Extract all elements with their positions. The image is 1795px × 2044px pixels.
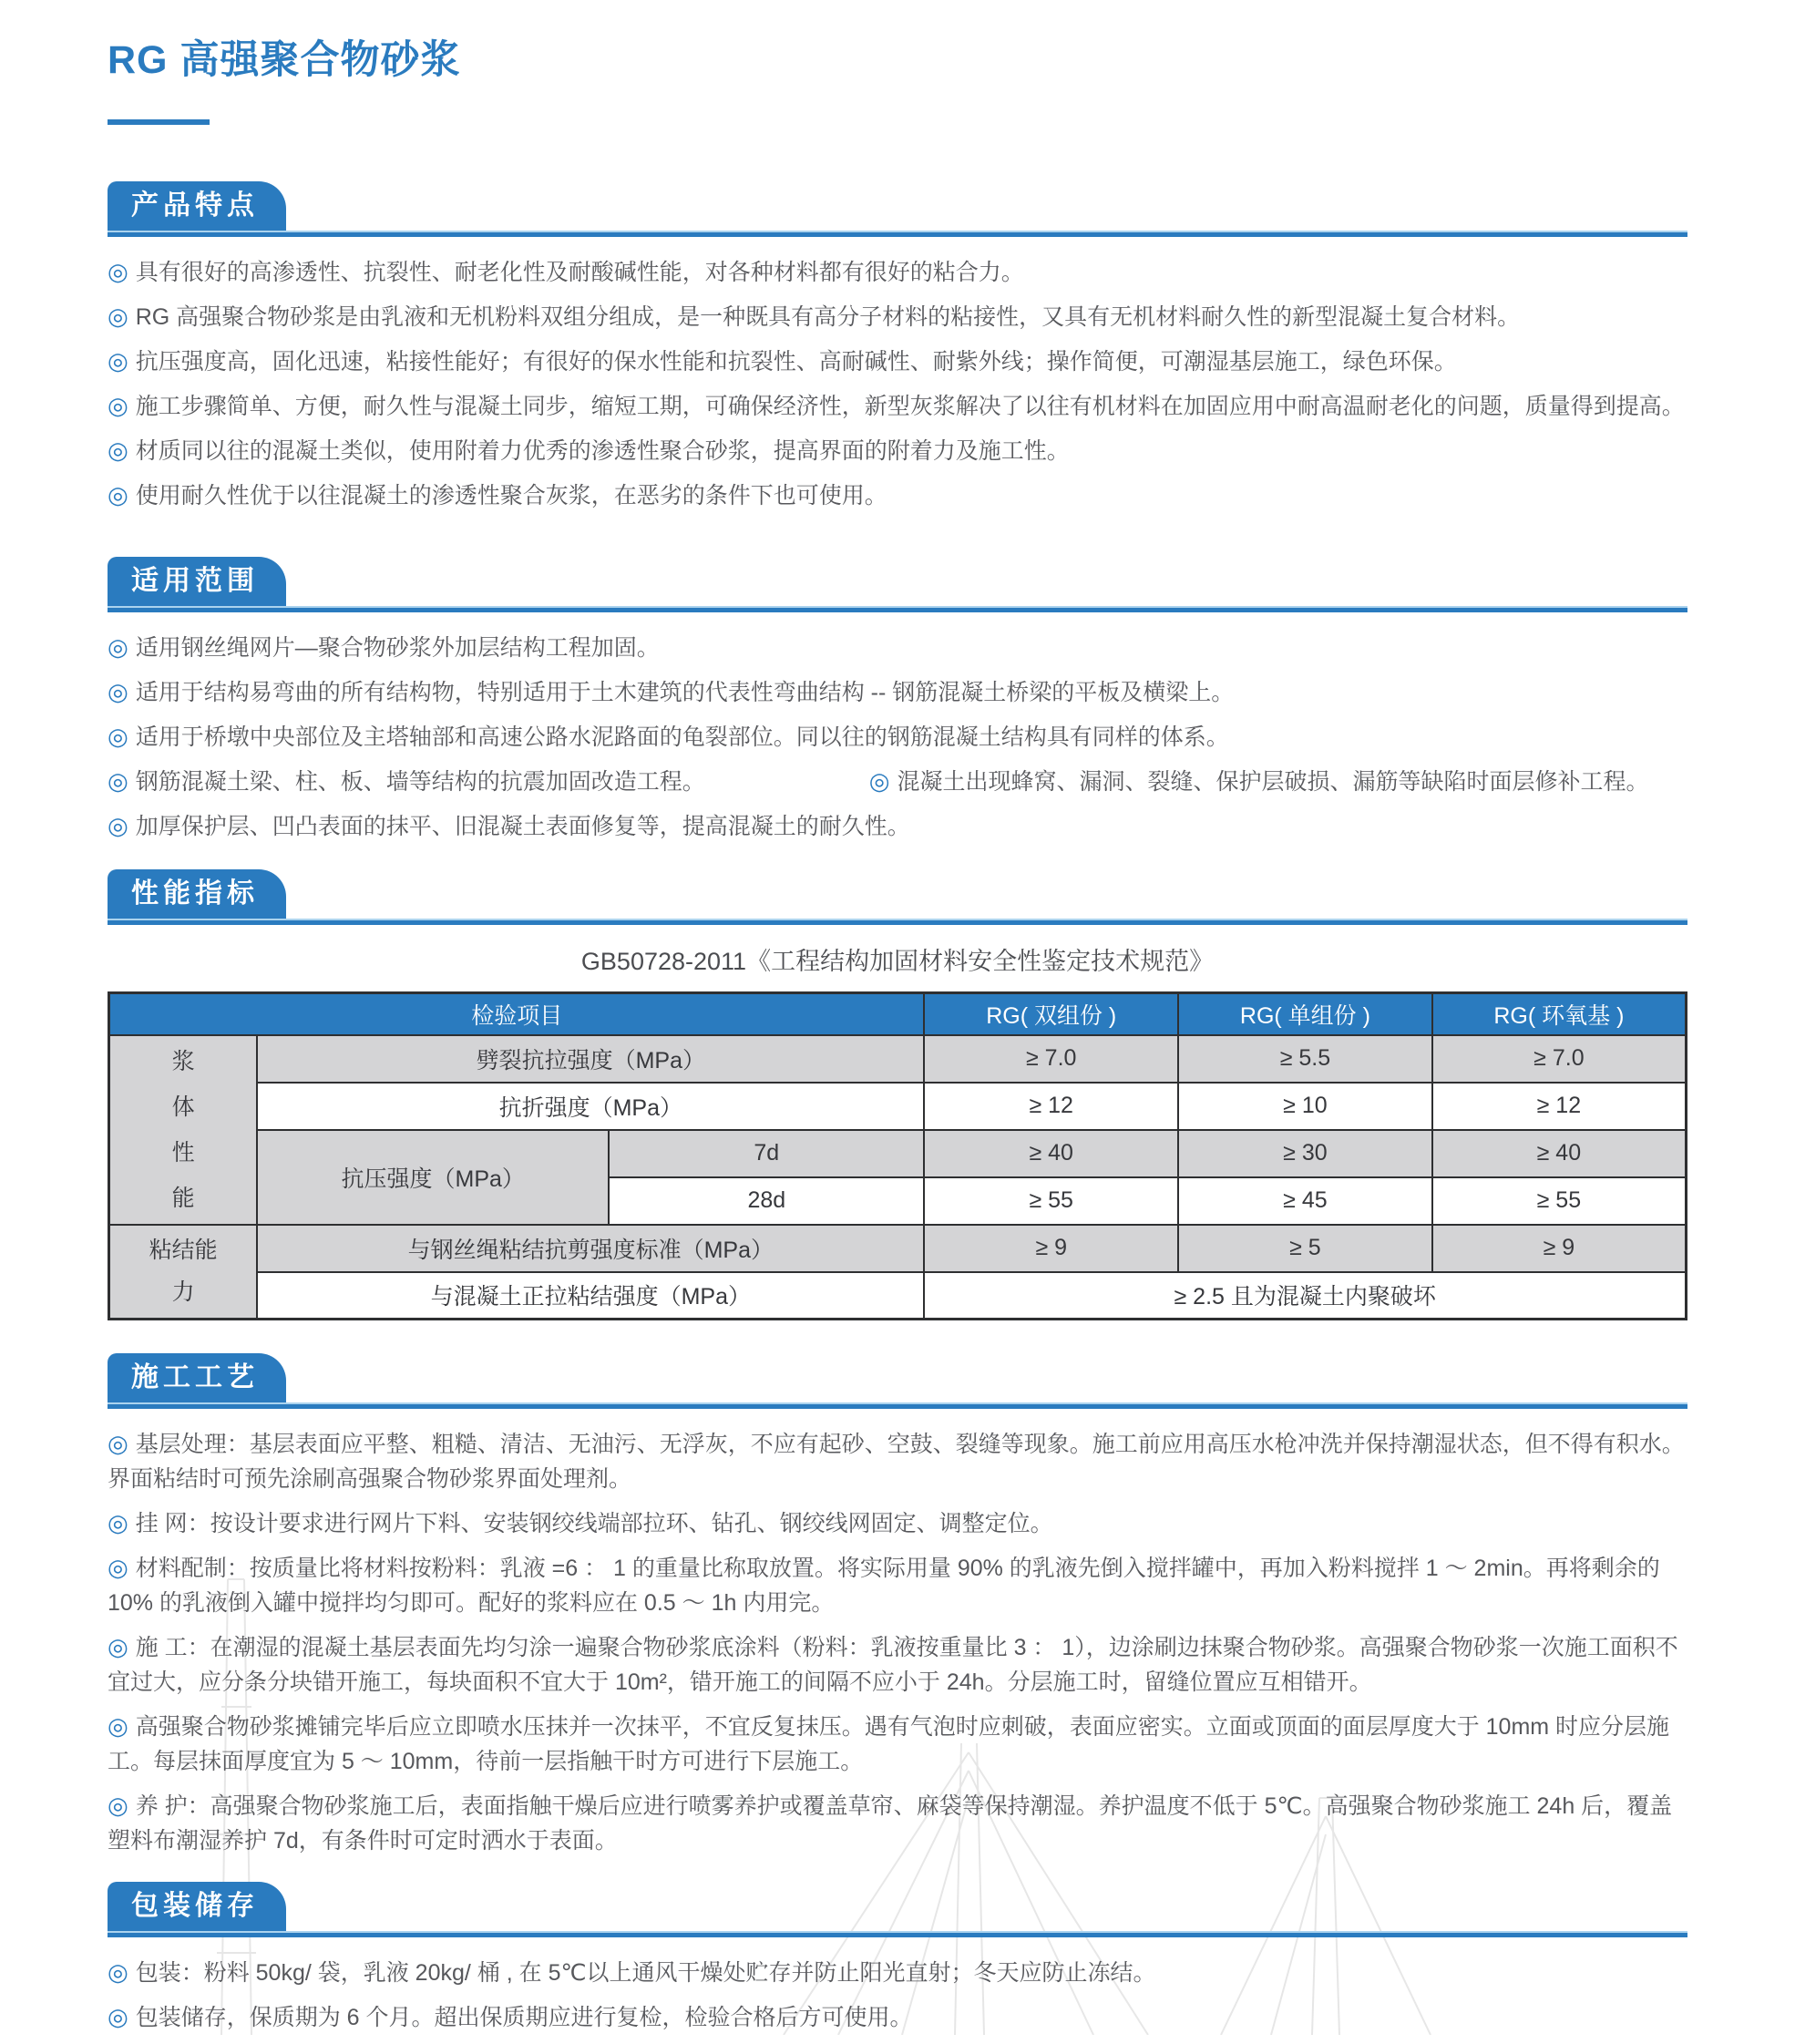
bullet-icon: ◎ bbox=[108, 1509, 128, 1536]
bullet-icon: ◎ bbox=[108, 437, 128, 464]
section-badge-scope: 适用范围 bbox=[108, 557, 286, 606]
table-group-bond: 粘结能力 bbox=[109, 1225, 258, 1320]
table-header-rg-double: RG( 双组份 ) bbox=[924, 993, 1178, 1035]
list-item bbox=[869, 764, 1687, 799]
table-caption: GB50728-2011《工程结构加固材料安全性鉴定技术规范》 bbox=[580, 948, 1215, 975]
table-row bbox=[109, 1272, 1687, 1320]
table-cell: ≥ 7.0 bbox=[924, 1035, 1178, 1083]
table-cell: 劈裂抗拉强度（MPa） bbox=[257, 1035, 924, 1083]
bullet-icon: ◎ bbox=[108, 303, 128, 330]
section-badge-process: 施工工艺 bbox=[108, 1353, 286, 1402]
list-item-text: 钢筋混凝土梁、柱、板、墙等结构的抗震加固改造工程。 bbox=[135, 769, 705, 795]
section-badge-performance: 性能指标 bbox=[108, 869, 286, 919]
list-item-text: 混凝土出现蜂窝、漏洞、裂缝、保护层破损、漏筋等缺陷时面层修补工程。 bbox=[897, 769, 1649, 795]
list-item-text: 包装：粉料 50kg/ 袋，乳液 20kg/ 桶 , 在 5℃以上通风干燥处贮存并防止阳光直射；冬天应防止冻结。 bbox=[135, 1960, 1156, 1986]
section-packing bbox=[108, 1882, 1687, 2035]
table-cell: ≥ 40 bbox=[924, 1130, 1178, 1177]
bullet-icon: ◎ bbox=[108, 633, 128, 661]
list-item bbox=[108, 808, 1687, 844]
list-item bbox=[108, 630, 1687, 665]
table-row bbox=[109, 1083, 1687, 1130]
list-item bbox=[108, 1955, 1687, 1990]
table-cell: ≥ 7.0 bbox=[1432, 1035, 1687, 1083]
list-item-text: 适用钢丝绳网片—聚合物砂浆外加层结构工程加固。 bbox=[135, 635, 660, 661]
bullet-icon: ◎ bbox=[108, 767, 128, 795]
scope-list bbox=[108, 630, 1687, 844]
table-cell: 抗压强度（MPa） bbox=[257, 1130, 609, 1225]
table-group-slurry: 浆体性能 bbox=[109, 1035, 258, 1225]
section-scope bbox=[108, 557, 1687, 844]
list-item bbox=[108, 1550, 1687, 1620]
table-cell: ≥ 9 bbox=[924, 1225, 1178, 1272]
list-item-text: 使用耐久性优于以往混凝土的渗透性聚合灰浆，在恶劣的条件下也可使用。 bbox=[135, 483, 887, 508]
section-header-process bbox=[108, 1353, 1687, 1409]
list-item bbox=[108, 1629, 1687, 1700]
table-header-rg-single: RG( 单组份 ) bbox=[1178, 993, 1432, 1035]
packing-list bbox=[108, 1955, 1687, 2035]
table-cell: 7d bbox=[609, 1130, 924, 1177]
list-item bbox=[108, 1999, 1687, 2035]
list-item bbox=[108, 1426, 1687, 1496]
section-process bbox=[108, 1353, 1687, 1858]
bullet-icon: ◎ bbox=[108, 1430, 128, 1457]
table-cell: 抗折强度（MPa） bbox=[257, 1083, 924, 1130]
bullet-icon: ◎ bbox=[868, 767, 890, 795]
list-item bbox=[108, 719, 1687, 755]
list-item-text: 养 护：高强聚合物砂浆施工后，表面指触干燥后应进行喷雾养护或覆盖草帘、麻袋等保持潮湿。养护温度不低于 5℃。高强聚合物砂浆施工 24h 后，覆盖塑料布潮湿养护 7d，有条件时可定时洒水于表面。 bbox=[108, 1793, 1673, 1854]
section-features bbox=[108, 181, 1687, 513]
list-item bbox=[108, 674, 1687, 710]
list-item-text: 适用于结构易弯曲的所有结构物，特别适用于土木建筑的代表性弯曲结构 -- 钢筋混凝土桥梁的平板及横梁上。 bbox=[135, 680, 1235, 705]
list-item-text: 加厚保护层、凹凸表面的抹平、旧混凝土表面修复等，提高混凝土的耐久性。 bbox=[135, 814, 910, 839]
section-rule bbox=[108, 1931, 1687, 1937]
section-badge-packing: 包装储存 bbox=[108, 1882, 286, 1931]
list-item bbox=[108, 433, 1687, 468]
list-item-text: RG 高强聚合物砂浆是由乳液和无机粉料双组分组成，是一种既具有高分子材料的粘接性，又具有无机材料耐久性的新型混凝土复合材料。 bbox=[135, 304, 1521, 330]
performance-table bbox=[108, 991, 1687, 1320]
table-header-row bbox=[109, 993, 1687, 1035]
bullet-icon: ◎ bbox=[108, 347, 128, 375]
bullet-icon: ◎ bbox=[108, 2003, 128, 2030]
process-list bbox=[108, 1426, 1687, 1858]
table-header-rg-epoxy: RG( 环氧基 ) bbox=[1432, 993, 1687, 1035]
table-cell: ≥ 9 bbox=[1432, 1225, 1687, 1272]
list-item-text: 适用于桥墩中央部位及主塔轴部和高速公路水泥路面的龟裂部位。同以往的钢筋混凝土结构具有同样的体系。 bbox=[135, 724, 1229, 750]
table-cell: ≥ 12 bbox=[924, 1083, 1178, 1130]
bullet-icon: ◎ bbox=[108, 1633, 128, 1660]
table-cell: ≥ 10 bbox=[1178, 1083, 1432, 1130]
section-rule bbox=[108, 231, 1687, 237]
bullet-icon: ◎ bbox=[108, 1712, 128, 1740]
list-item-text: 施工步骤简单、方便，耐久性与混凝土同步，缩短工期，可确保经济性，新型灰浆解决了以往有机材料在加固应用中耐高温耐老化的问题，质量得到提高。 bbox=[135, 394, 1685, 419]
table-cell: ≥ 5 bbox=[1178, 1225, 1432, 1272]
table-header-item: 检验项目 bbox=[109, 993, 925, 1035]
list-item-text: 材质同以往的混凝土类似，使用附着力优秀的渗透性聚合砂浆，提高界面的附着力及施工性。 bbox=[135, 438, 1070, 464]
table-cell: 28d bbox=[609, 1177, 924, 1225]
section-badge-features: 产品特点 bbox=[108, 181, 286, 231]
bullet-icon: ◎ bbox=[108, 723, 128, 750]
list-item bbox=[108, 478, 1687, 513]
list-item-text: 包装储存，保质期为 6 个月。超出保质期应进行复检，检验合格后方可使用。 bbox=[135, 2005, 913, 2030]
bullet-icon: ◎ bbox=[108, 258, 128, 285]
list-item bbox=[108, 1709, 1687, 1779]
table-cell: ≥ 45 bbox=[1178, 1177, 1432, 1225]
bullet-icon: ◎ bbox=[108, 1554, 128, 1581]
list-item-pair bbox=[108, 764, 1687, 799]
bullet-icon: ◎ bbox=[108, 1792, 128, 1819]
table-cell: ≥ 30 bbox=[1178, 1130, 1432, 1177]
list-item bbox=[108, 1788, 1687, 1858]
table-cell: ≥ 40 bbox=[1432, 1130, 1687, 1177]
bullet-icon: ◎ bbox=[108, 812, 128, 839]
table-row bbox=[109, 1130, 1687, 1177]
list-item-text: 高强聚合物砂浆摊铺完毕后应立即喷水压抹并一次抹平，不宜反复抹压。遇有气泡时应刺破，表面应密实。立面或顶面的面层厚度大于 10mm 时应分层施工。每层抹面厚度宜为 5 ～ 10mm，待前一层指触干时方可进行下层施工。 bbox=[108, 1714, 1670, 1774]
bullet-icon: ◎ bbox=[108, 392, 128, 419]
list-item bbox=[108, 1505, 1687, 1541]
bullet-icon: ◎ bbox=[108, 678, 128, 705]
bullet-icon: ◎ bbox=[108, 1958, 128, 1986]
list-item-text: 施 工：在潮湿的混凝土基层表面先均匀涂一遍聚合物砂浆底涂料（粉料：乳液按重量比 3 ： 1），边涂刷边抹聚合物砂浆。高强聚合物砂浆一次施工面积不宜过大，应分条分块错开施工，每块面积不宜大于 10m²，错开施工的间隔不应小于 24h。分层施工时，留缝位置应互相错开。 bbox=[108, 1635, 1678, 1695]
list-item-text: 挂 网：按设计要求进行网片下料、安装钢绞线端部拉环、钻孔、钢绞线网固定、调整定位。 bbox=[135, 1511, 1053, 1536]
section-rule bbox=[108, 1402, 1687, 1409]
list-item-text: 具有很好的高渗透性、抗裂性、耐老化性及耐酸碱性能，对各种材料都有很好的粘合力。 bbox=[135, 260, 1024, 285]
title-underline bbox=[108, 119, 210, 125]
list-item bbox=[108, 344, 1687, 379]
list-item bbox=[108, 299, 1687, 334]
bullet-icon: ◎ bbox=[108, 481, 128, 508]
list-item bbox=[108, 254, 1687, 290]
list-item bbox=[108, 388, 1687, 424]
table-cell: ≥ 55 bbox=[1432, 1177, 1687, 1225]
table-cell: ≥ 12 bbox=[1432, 1083, 1687, 1130]
table-row bbox=[109, 1225, 1687, 1272]
features-list bbox=[108, 254, 1687, 513]
section-header-packing bbox=[108, 1882, 1687, 1937]
page-title: RG 高强聚合物砂浆 bbox=[108, 38, 461, 82]
table-row bbox=[109, 1035, 1687, 1083]
table-cell: ≥ 5.5 bbox=[1178, 1035, 1432, 1083]
list-item bbox=[108, 764, 869, 799]
table-cell: ≥ 55 bbox=[924, 1177, 1178, 1225]
section-rule bbox=[108, 606, 1687, 612]
table-cell: 与混凝土正拉粘结强度（MPa） bbox=[257, 1272, 924, 1320]
table-cell: ≥ 2.5 且为混凝土内聚破坏 bbox=[924, 1272, 1686, 1320]
table-cell: 与钢丝绳粘结抗剪强度标准（MPa） bbox=[257, 1225, 924, 1272]
section-rule bbox=[108, 919, 1687, 925]
list-item-text: 抗压强度高，固化迅速，粘接性能好；有很好的保水性能和抗裂性、高耐碱性、耐紫外线；操作简便，可潮湿基层施工，绿色环保。 bbox=[135, 349, 1457, 375]
section-header-scope bbox=[108, 557, 1687, 612]
list-item-text: 基层处理：基层表面应平整、粗糙、清洁、无油污、无浮灰，不应有起砂、空鼓、裂缝等现象。施工前应用高压水枪冲洗并保持潮湿状态，但不得有积水。界面粘结时可预先涂刷高强聚合物砂浆界面处理剂。 bbox=[108, 1432, 1685, 1492]
section-performance bbox=[108, 869, 1687, 1320]
section-header-performance bbox=[108, 869, 1687, 925]
list-item-text: 材料配制：按质量比将材料按粉料：乳液 =6 ： 1 的重量比称取放置。将实际用量 90% 的乳液先倒入搅拌罐中，再加入粉料搅拌 1 ～ 2min。再将剩余的 10% 的乳液倒入罐中搅拌均匀即可。配好的浆料应在 0.5 ～ 1h 内用完。 bbox=[108, 1556, 1660, 1616]
section-header-features bbox=[108, 181, 1687, 237]
